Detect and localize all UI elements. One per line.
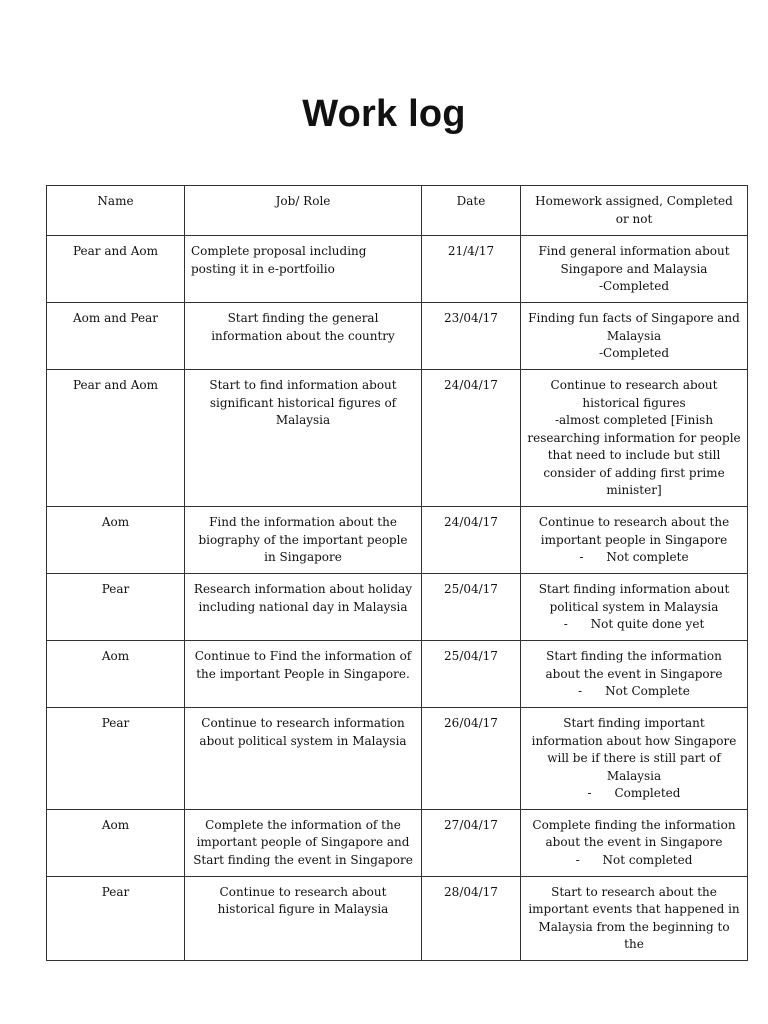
header-name: Name [47,186,185,236]
homework-text: Find general information about Singapore and Malaysia [538,244,730,276]
cell-homework [521,641,748,708]
table-row [47,809,748,876]
cell-job: Complete proposal including posting it in e-portfoilio [185,236,422,303]
cell-date: 26/04/17 [422,708,521,810]
cell-job: Research information about holiday including national day in Malaysia [185,574,422,641]
cell-job: Continue to research information about political system in Malaysia [185,708,422,810]
table-row [47,507,748,574]
homework-text: Start finding the information about the event in Singapore [545,649,723,681]
cell-job: Start finding the general information about the country [185,303,422,370]
cell-homework [521,370,748,507]
cell-homework [521,236,748,303]
cell-homework [521,303,748,370]
homework-status: -almost completed [Finish researching information for people that need to include but still consider of adding first prime minister] [527,413,741,497]
homework-text: Complete finding the information about the event in Singapore [532,817,736,849]
table-row [47,574,748,641]
homework-status: - Not completed [575,852,693,867]
cell-homework [521,574,748,641]
homework-text: Continue to research about historical figures [550,378,718,410]
cell-name: Pear [47,574,185,641]
cell-job: Start to find information about significant historical figures of Malaysia [185,370,422,507]
cell-date: 23/04/17 [422,303,521,370]
header-date: Date [422,186,521,236]
cell-job: Complete the information of the important people of Singapore and Start finding the event in Singapore [185,809,422,876]
cell-date: 25/04/17 [422,574,521,641]
cell-date: 28/04/17 [422,876,521,960]
cell-name: Aom and Pear [47,303,185,370]
homework-status: -Completed [598,346,670,360]
work-log-table [46,185,748,961]
homework-status: - Not complete [579,550,689,564]
cell-homework [521,507,748,574]
cell-homework [521,708,748,810]
homework-status: -Completed [598,279,670,293]
homework-text: Start finding important information about how Singapore will be if there is still part of Malaysia [531,716,737,783]
table-row [47,370,748,507]
homework-text: Finding fun facts of Singapore and Malaysia [528,311,740,343]
homework-status: - Completed [587,786,681,800]
header-homework: Homework assigned, Completed or not [521,186,748,236]
homework-text: Start finding information about political system in Malaysia [538,582,730,614]
table-header-row [47,186,748,236]
cell-date: 25/04/17 [422,641,521,708]
table-row [47,708,748,810]
table-row [47,303,748,370]
cell-date: 21/4/17 [422,236,521,303]
cell-date: 27/04/17 [422,809,521,876]
cell-homework [521,876,748,960]
cell-name: Pear and Aom [47,236,185,303]
homework-text: Continue to research about the important people in Singapore [538,515,730,547]
homework-status: - Not Complete [578,684,690,698]
cell-name: Aom [47,809,185,876]
homework-text: Start to research about the important events that happened in Malaysia from the beginning to the [528,884,740,951]
cell-date: 24/04/17 [422,370,521,507]
cell-name: Pear and Aom [47,370,185,507]
cell-job: Continue to Find the information of the important People in Singapore. [185,641,422,708]
header-job-role: Job/ Role [185,186,422,236]
cell-name: Aom [47,507,185,574]
homework-status: - Not quite done yet [563,617,705,631]
cell-name: Aom [47,641,185,708]
page-title: Work log [302,93,466,135]
cell-date: 24/04/17 [422,507,521,574]
table-row [47,641,748,708]
table-row [47,236,748,303]
cell-job: Find the information about the biography of the important people in Singapore [185,507,422,574]
cell-name: Pear [47,708,185,810]
cell-name: Pear [47,876,185,960]
table-row [47,876,748,960]
cell-job: Continue to research about historical figure in Malaysia [185,876,422,960]
cell-homework [521,809,748,876]
